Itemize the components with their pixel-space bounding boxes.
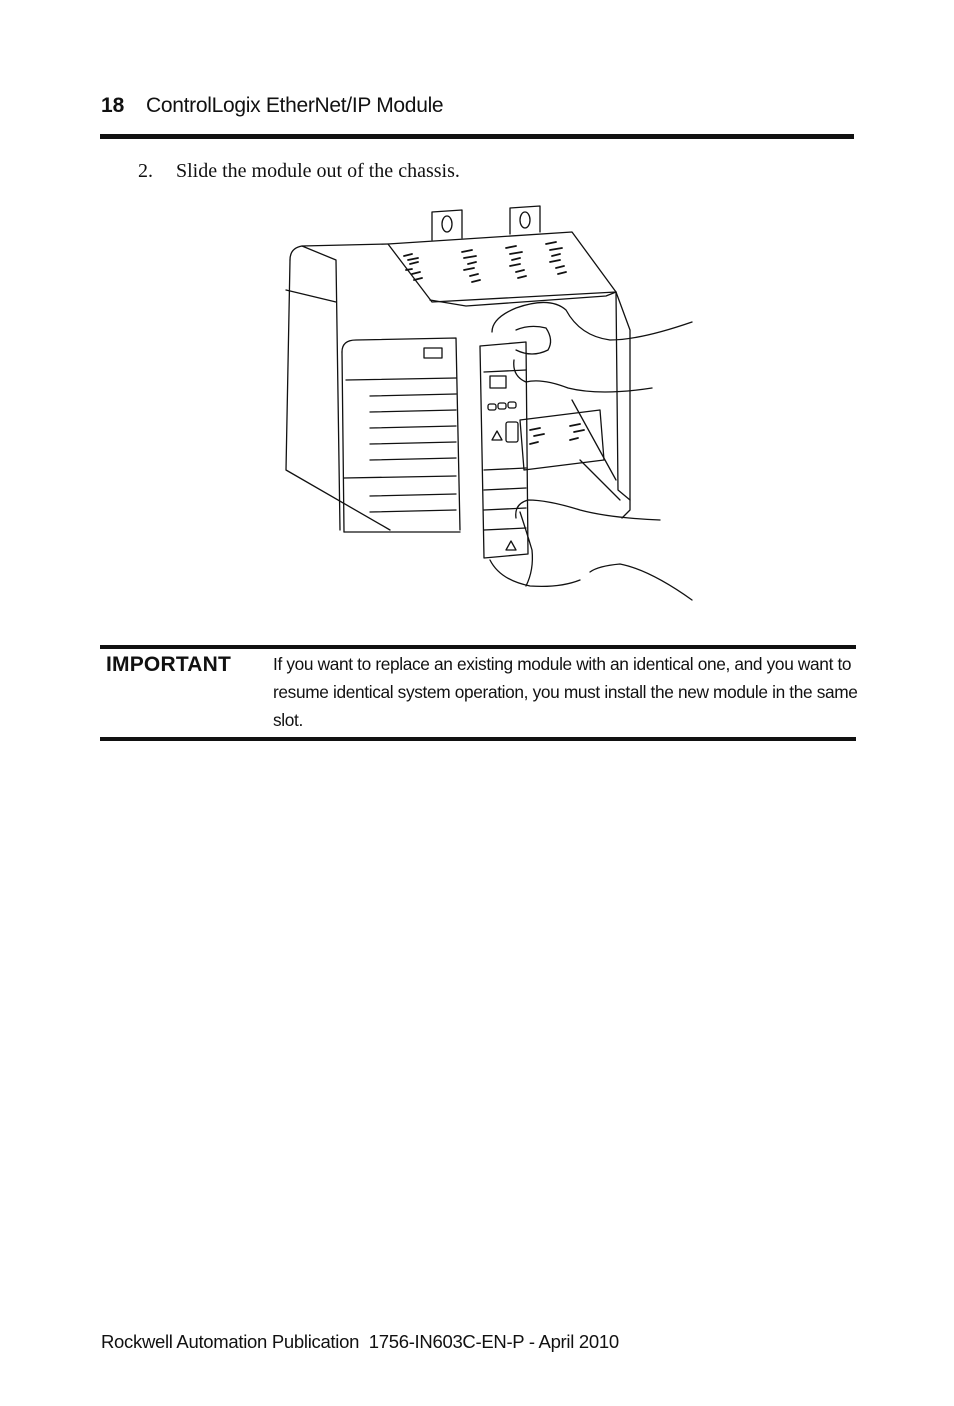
running-title: ControlLogix EtherNet/IP Module [146,94,444,117]
important-text: If you want to replace an existing module with an identical one, and you want to resume identical system operation, you must install the new module in the same slot. [273,654,858,730]
important-rule-top [100,645,856,649]
footer-publication: Rockwell Automation Publication 1756-IN603C-EN-P - April 2010 [101,1331,619,1352]
header-rule [100,134,854,139]
step-text: Slide the module out of the chassis. [176,160,460,182]
page-number: 18 [101,94,125,117]
step-instruction [138,160,460,183]
chassis-removal-illustration [280,200,700,605]
important-rule-bottom [100,737,856,741]
step-number: 2. [138,160,153,182]
important-label: IMPORTANT [106,653,232,676]
